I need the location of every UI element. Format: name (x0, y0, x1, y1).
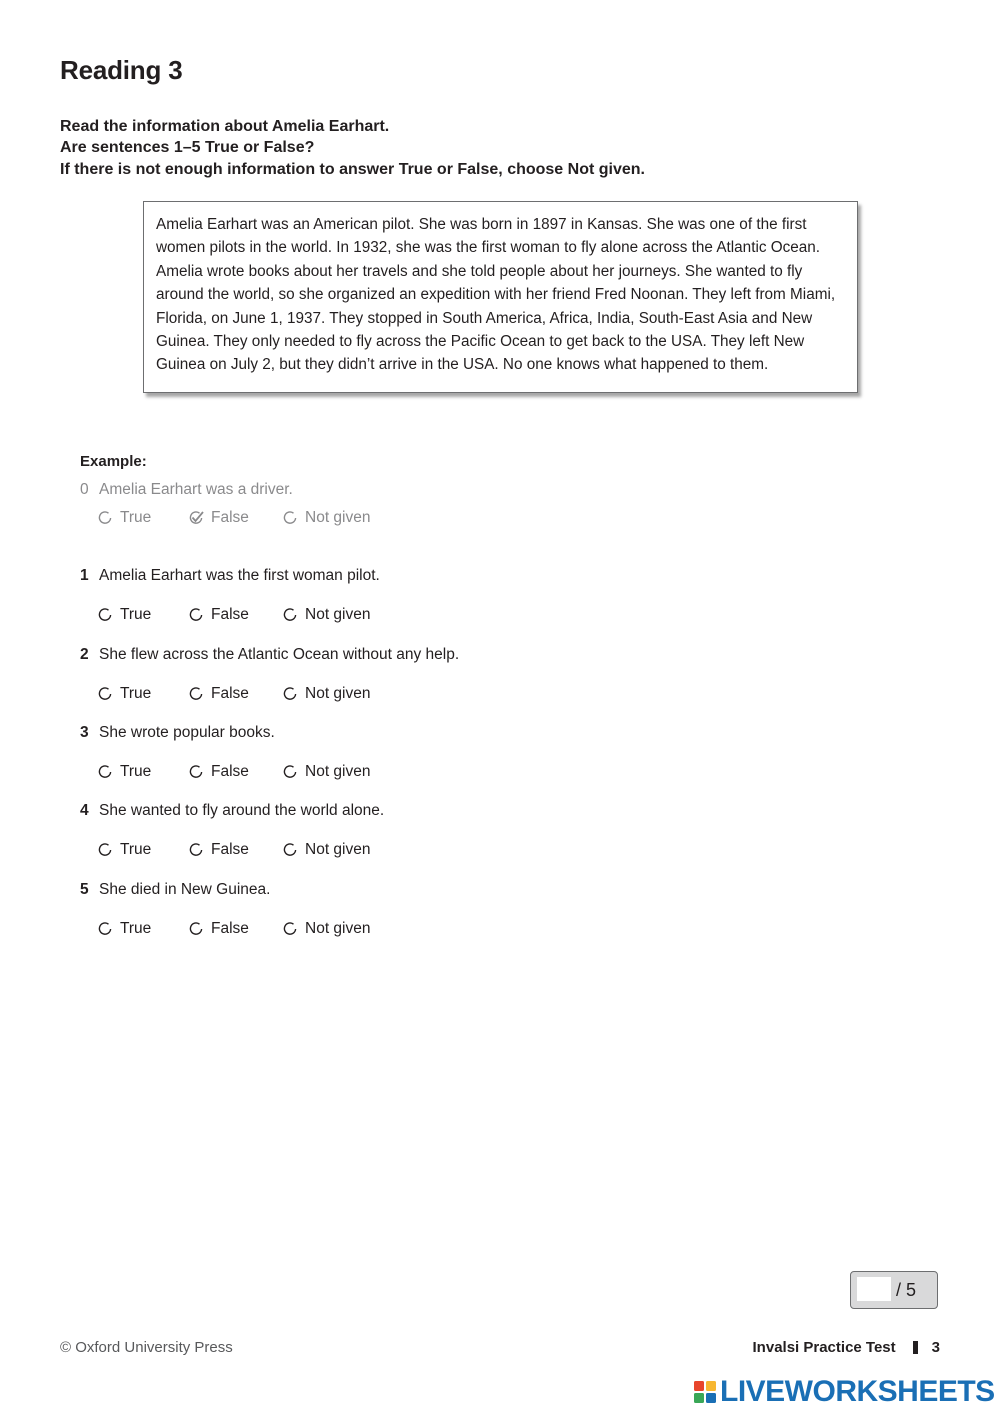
radio-circle-icon (283, 843, 297, 857)
score-input[interactable] (857, 1277, 891, 1301)
question-text: Amelia Earhart was the first woman pilot. (99, 567, 380, 584)
instruction-text: ? (304, 139, 315, 156)
radio-circle-icon (189, 608, 203, 622)
option-label: Not given (305, 685, 371, 702)
question-text: She flew across the Atlantic Ocean without any help. (99, 646, 460, 663)
instruction-true: True (398, 161, 433, 178)
q1-option-true[interactable] (98, 606, 189, 624)
question-2-options (98, 685, 370, 703)
instruction-line-3 (60, 159, 645, 180)
question-text: Amelia Earhart was a driver. (99, 481, 293, 498)
question-number: 5 (80, 881, 89, 898)
q5-option-true[interactable] (98, 920, 189, 938)
q2-option-not-given[interactable] (283, 685, 370, 703)
checked-circle-icon (189, 511, 203, 525)
option-label: True (120, 685, 152, 702)
logo-text: LIVEWORKSHEETS (720, 1375, 995, 1408)
liveworksheets-logo (694, 1375, 995, 1409)
radio-circle-icon (189, 922, 203, 936)
option-label: True (120, 606, 152, 623)
question-number: 0 (80, 481, 89, 498)
radio-circle-icon (189, 687, 203, 701)
instruction-text: If there is not enough information to answer (60, 161, 399, 178)
example-options (98, 509, 370, 527)
radio-circle-icon (283, 608, 297, 622)
question-3 (80, 724, 275, 742)
question-number: 1 (80, 567, 89, 584)
score-total: / 5 (896, 1280, 917, 1300)
q5-option-not-given[interactable] (283, 920, 370, 938)
option-label: False (211, 509, 249, 526)
option-label: False (211, 606, 249, 623)
question-number: 3 (80, 724, 89, 741)
instruction-text: . (640, 161, 645, 178)
radio-circle-icon (283, 765, 297, 779)
option-label: Not given (305, 606, 371, 623)
question-5-options (98, 920, 370, 938)
question-text: She died in New Guinea. (99, 881, 271, 898)
question-1-options (98, 606, 370, 624)
q4-option-false[interactable] (189, 841, 283, 859)
instruction-text: Are sentences 1–5 (60, 139, 205, 156)
copyright: © Oxford University Press (60, 1339, 233, 1356)
question-5 (80, 881, 270, 899)
radio-circle-icon (189, 765, 203, 779)
option-label: True (120, 763, 152, 780)
option-label: Not given (305, 509, 371, 526)
logo-grid-icon (694, 1381, 716, 1403)
radio-circle-icon (283, 687, 297, 701)
q4-option-true[interactable] (98, 841, 189, 859)
instruction-text: or (432, 161, 458, 178)
score-box (850, 1271, 938, 1309)
instruction-text: , choose (498, 161, 568, 178)
radio-circle-icon (283, 511, 297, 525)
q5-option-false[interactable] (189, 920, 283, 938)
q1-option-false[interactable] (189, 606, 283, 624)
question-text: She wrote popular books. (99, 724, 275, 741)
q4-option-not-given[interactable] (283, 841, 370, 859)
question-4-options (98, 841, 370, 859)
option-label: True (120, 841, 152, 858)
example-label: Example: (80, 453, 147, 470)
option-label: True (120, 920, 152, 937)
instruction-line-1: Read the information about Amelia Earhart. (60, 118, 390, 135)
radio-circle-icon (98, 922, 112, 936)
test-name: Invalsi Practice Test (752, 1339, 896, 1356)
instruction-text: or (238, 139, 264, 156)
question-4 (80, 802, 384, 820)
q3-option-true[interactable] (98, 763, 189, 781)
reading-passage: Amelia Earhart was an American pilot. She was born in 1897 in Kansas. She was one of the first women pilots in the world. In 1932, she was the first woman to fly alone across the Atlantic Ocean. Amelia wrote books about her travels and she told people about her journeys. She wanted to fly around the world, so she organized an expedition with her friend Fred Noonan. They left from Miami, Florida, on June 1, 1937. They stopped in South America, Africa, India, South-East Asia and New Guinea. They only needed to fly across the Pacific Ocean to get back to the USA. They left New Guinea on July 2, but they didn’t arrive in the USA. No one knows what happened to them. (143, 201, 858, 393)
footer-divider (913, 1341, 918, 1354)
page-number: 3 (931, 1339, 940, 1356)
instruction-true: True (204, 139, 239, 156)
radio-circle-icon (98, 511, 112, 525)
footer-test-info (740, 1339, 940, 1356)
instruction-not-given: Not given (567, 161, 641, 178)
q1-option-not-given[interactable] (283, 606, 370, 624)
question-3-options (98, 763, 370, 781)
q2-option-true[interactable] (98, 685, 189, 703)
q3-option-not-given[interactable] (283, 763, 370, 781)
option-label: Not given (305, 920, 371, 937)
radio-circle-icon (98, 687, 112, 701)
option-label: Not given (305, 763, 371, 780)
question-2 (80, 646, 459, 664)
example-option-true (98, 509, 189, 527)
radio-circle-icon (189, 843, 203, 857)
radio-circle-icon (98, 843, 112, 857)
question-1 (80, 567, 380, 585)
q2-option-false[interactable] (189, 685, 283, 703)
radio-circle-icon (283, 922, 297, 936)
radio-circle-icon (98, 765, 112, 779)
option-label: True (120, 509, 152, 526)
question-number: 2 (80, 646, 89, 663)
instruction-false: False (457, 161, 499, 178)
option-label: Not given (305, 841, 371, 858)
q3-option-false[interactable] (189, 763, 283, 781)
example-option-false (189, 509, 283, 527)
example-question (80, 481, 293, 499)
page-title: Reading 3 (60, 55, 183, 85)
option-label: False (211, 685, 249, 702)
question-number: 4 (80, 802, 89, 819)
option-label: False (211, 763, 249, 780)
instruction-false: False (263, 139, 305, 156)
instruction-line-2 (60, 137, 314, 158)
option-label: False (211, 920, 249, 937)
question-text: She wanted to fly around the world alone. (99, 802, 385, 819)
option-label: False (211, 841, 249, 858)
example-option-not-given (283, 509, 370, 527)
radio-circle-icon (98, 608, 112, 622)
